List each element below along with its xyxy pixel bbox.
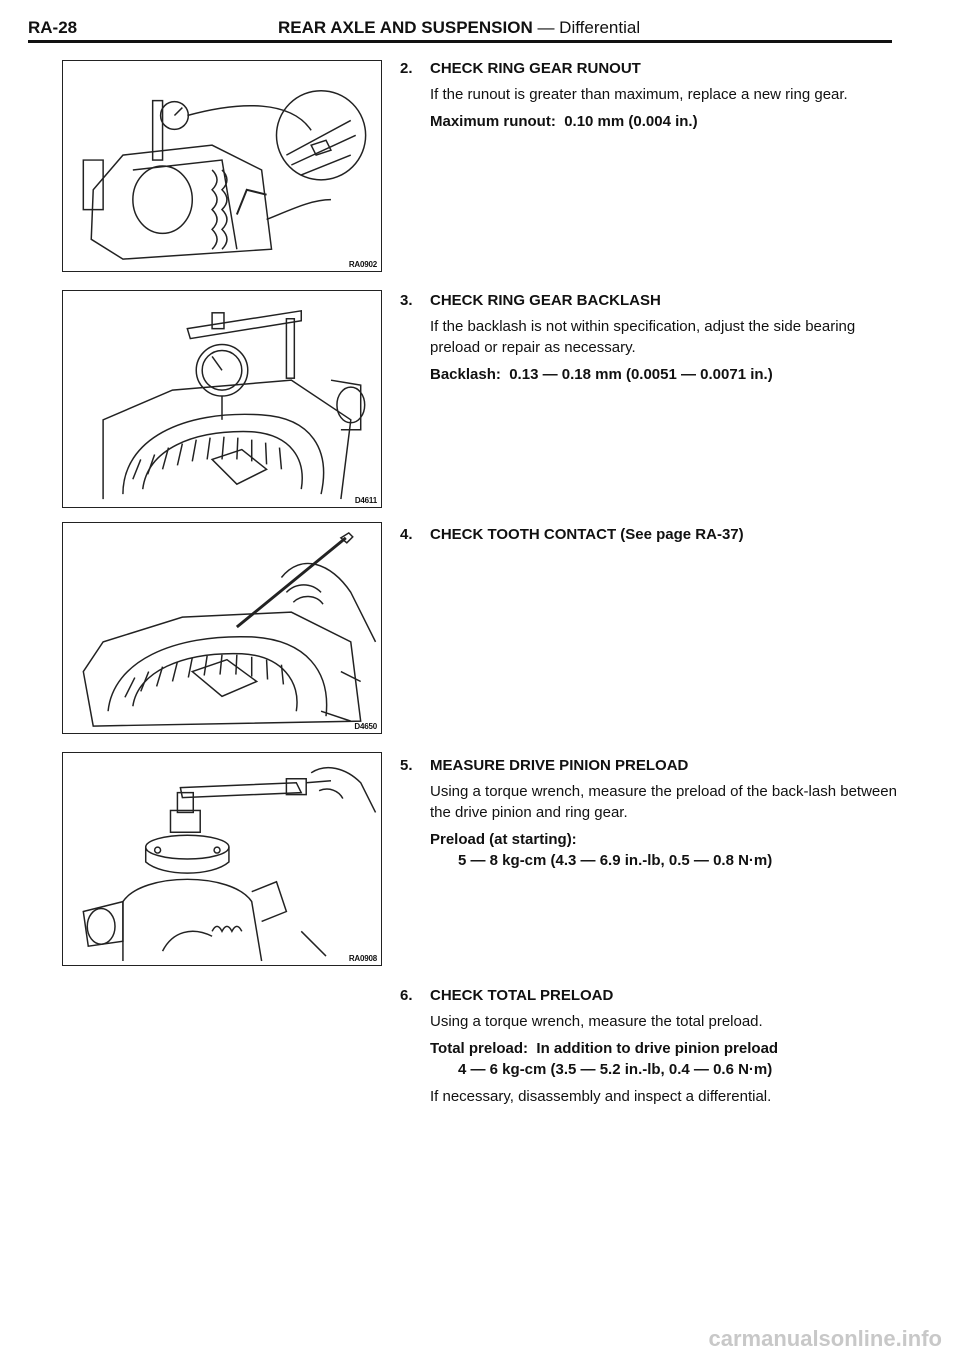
step-description: Using a torque wrench, measure the preload of the back-lash between the drive pinion and ring gear. (430, 783, 897, 821)
spec-label: Maximum runout: (430, 113, 556, 130)
step-title: CHECK TOOTH CONTACT (See page RA-37) (430, 526, 744, 543)
page-title (278, 18, 640, 38)
backlash-dial-illustration (63, 291, 381, 507)
spec-label-2: In addition to drive pinion preload (536, 1040, 779, 1057)
step-body (430, 316, 900, 391)
step-number: 2. (400, 60, 413, 77)
spec-value: 5 — 8 kg-cm (4.3 — 6.9 in.-lb, 0.5 — 0.8 N·m) (458, 852, 773, 869)
step-description: If the backlash is not within specification, adjust the side bearing preload or repair as necessary. (430, 318, 856, 356)
step-body (430, 1011, 900, 1113)
spec-value: 0.10 mm (0.004 in.) (564, 113, 698, 130)
step-number: 5. (400, 757, 413, 774)
spec-value: 0.13 — 0.18 mm (0.0051 — 0.0071 in.) (509, 366, 773, 383)
figure-code: D4611 (354, 496, 377, 505)
watermark: carmanualsonline.info (708, 1326, 942, 1351)
figure-code: RA0908 (348, 954, 377, 963)
spec-label: Backlash: (430, 366, 501, 383)
step-title: CHECK TOTAL PRELOAD (430, 987, 614, 1004)
figure-tooth-contact (62, 522, 382, 734)
step-5 (400, 755, 900, 895)
step-body (430, 84, 900, 138)
figure-ring-gear-runout (62, 60, 382, 272)
step-spec (430, 1038, 900, 1059)
step-number: 6. (400, 987, 413, 1004)
step-2 (400, 58, 900, 168)
step-4 (400, 524, 900, 554)
step-6 (400, 985, 900, 1125)
spec-label: Total preload: (430, 1040, 529, 1057)
torque-wrench-illustration (63, 753, 381, 965)
step-description: Using a torque wrench, measure the total preload. (430, 1013, 763, 1030)
figure-code: RA0902 (348, 260, 377, 269)
figure-backlash (62, 290, 382, 508)
header-rule (28, 40, 892, 43)
page-number: RA-28 (28, 18, 78, 37)
title-dash: — (532, 18, 560, 37)
step-number: 3. (400, 292, 413, 309)
tooth-contact-illustration (63, 523, 381, 733)
step-body (430, 781, 900, 877)
step-number: 4. (400, 526, 413, 543)
dial-indicator-illustration (63, 61, 381, 271)
figure-pinion-preload (62, 752, 382, 966)
step-spec (430, 111, 900, 132)
step-note: If necessary, disassembly and inspect a differential. (430, 1088, 772, 1105)
figure-code: D4650 (354, 722, 377, 731)
section-title: REAR AXLE AND SUSPENSION (278, 18, 533, 37)
step-description: If the runout is greater than maximum, replace a new ring gear. (430, 86, 848, 103)
subsection-title: Differential (559, 18, 641, 37)
spec-value: 4 — 6 kg-cm (3.5 — 5.2 in.-lb, 0.4 — 0.6 N·m) (458, 1061, 773, 1078)
spec-label: Preload (at starting): (430, 831, 577, 848)
page-header (28, 18, 892, 40)
step-title: MEASURE DRIVE PINION PRELOAD (430, 757, 689, 774)
step-title: CHECK RING GEAR RUNOUT (430, 60, 641, 77)
step-spec (430, 364, 900, 385)
step-title: CHECK RING GEAR BACKLASH (430, 292, 661, 309)
step-3 (400, 290, 900, 400)
